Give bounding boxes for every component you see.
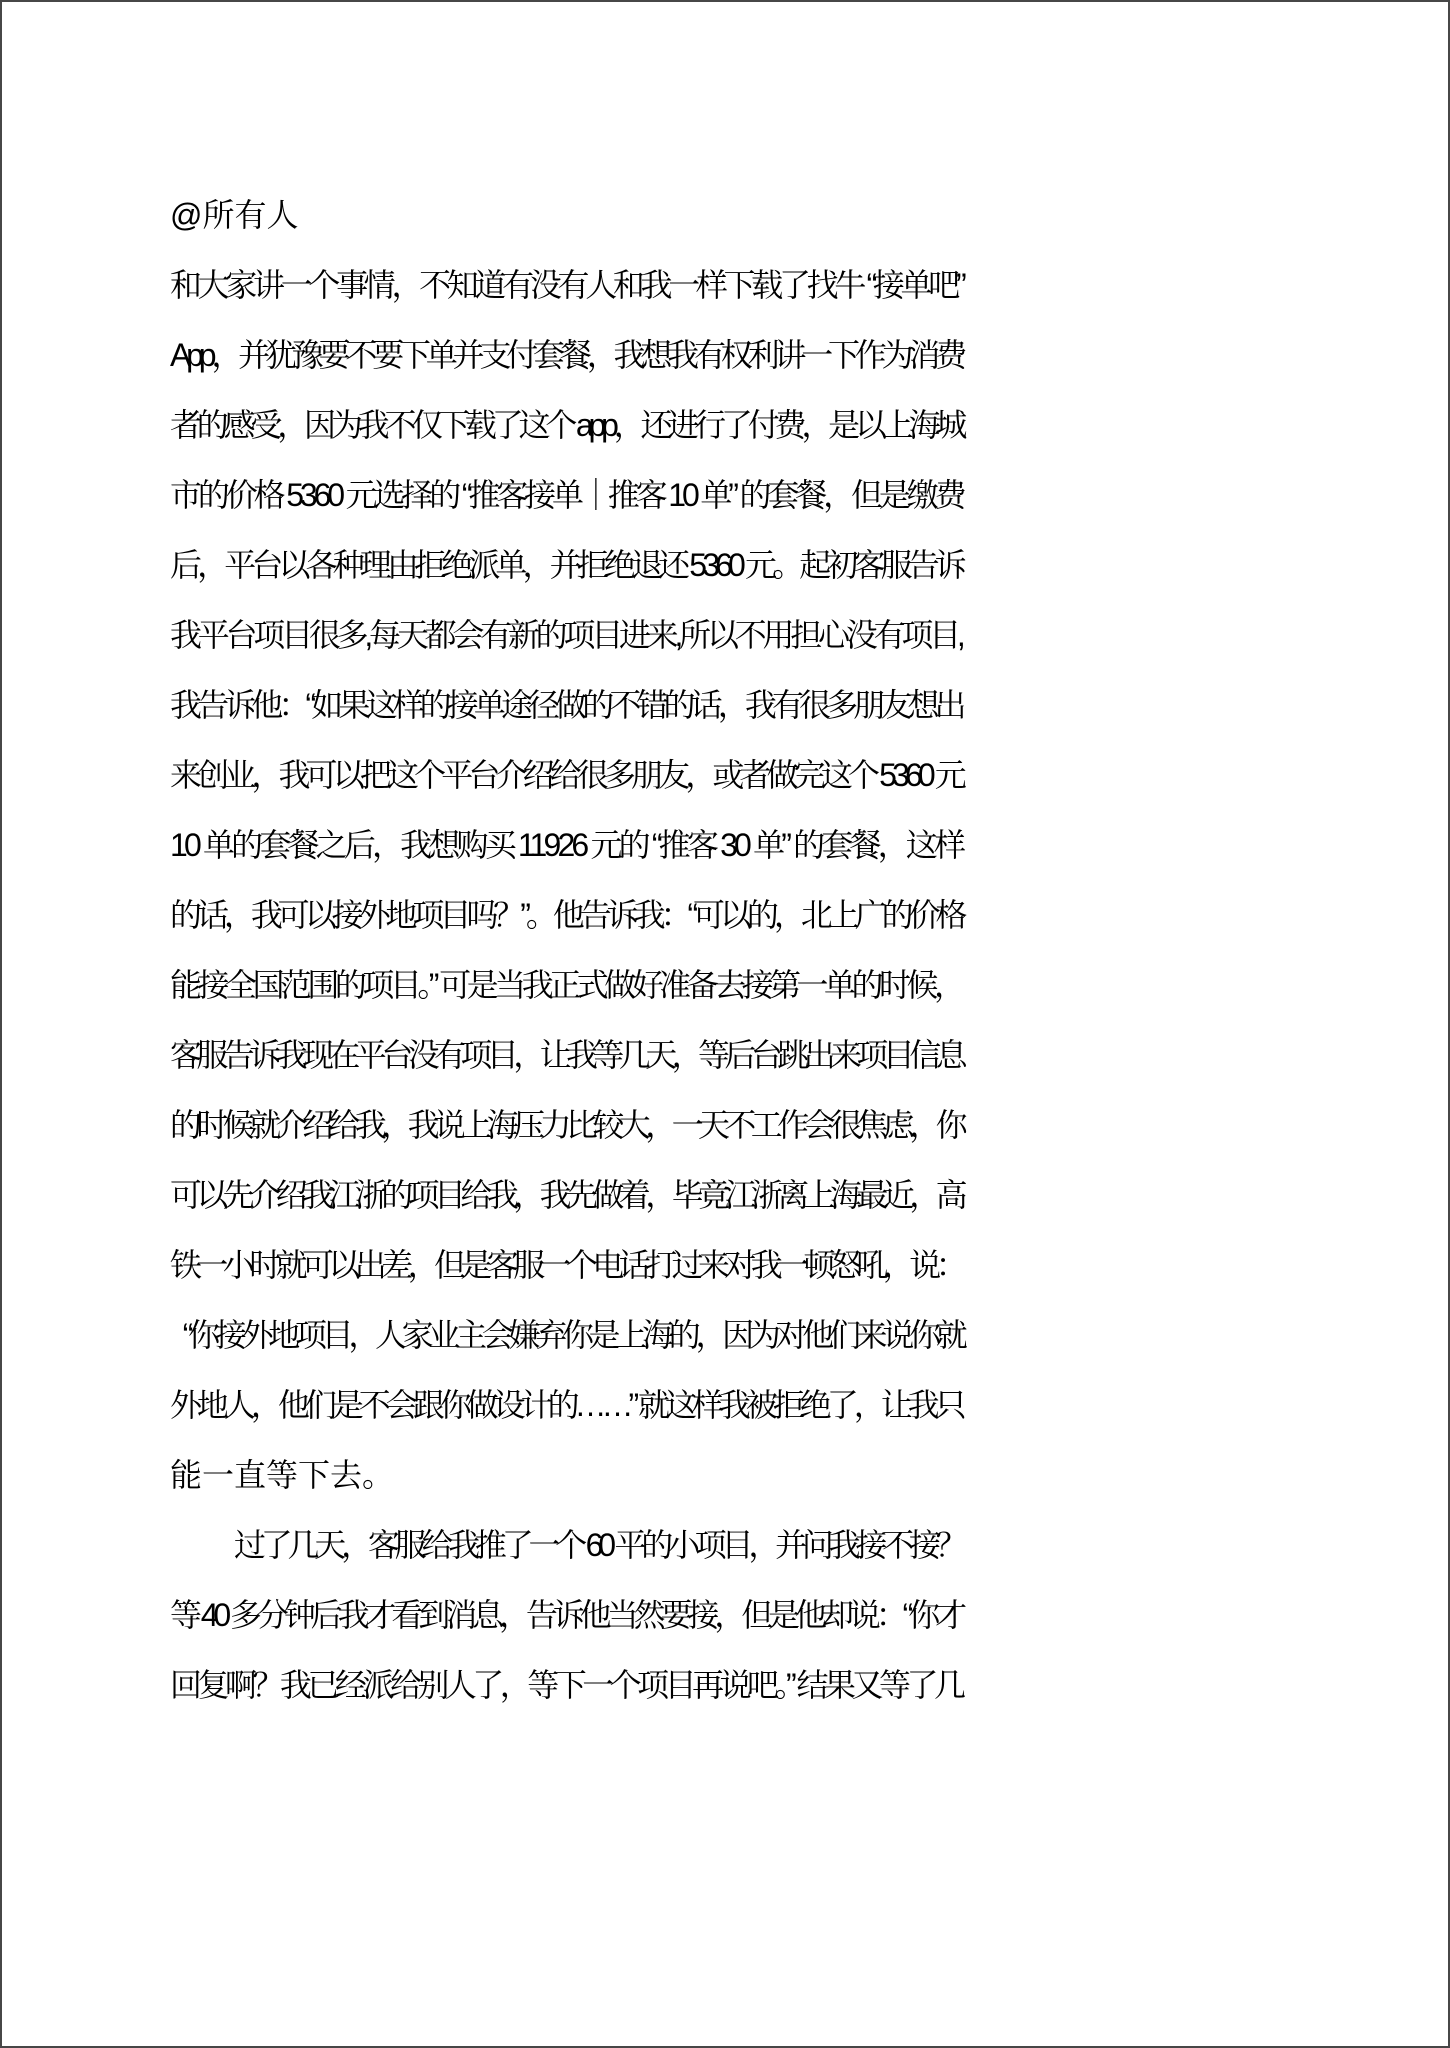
text-line: 的话，我可以接外地项目吗？”。他告诉我：“可以的，北上广的价格 — [170, 897, 963, 933]
text-line: 者的感受，因为我不仅下载了这个 app，还进行了付费，是以上海城 — [170, 407, 963, 443]
text-line: @所有人 — [170, 197, 299, 233]
text-line: 能接全国范围的项目。” 可是当我正式做好准备去接第一单的时候， — [170, 967, 962, 1003]
text-line: 我平台项目很多,每天都会有新的项目进来,所以不用担心没有项目, — [170, 617, 962, 653]
text-line: 外地人，他们是不会跟你做设计的……” 就这样我被拒绝了，让我只 — [170, 1387, 962, 1423]
text-line: “你接外地项目，人家业主会嫌弃你是上海的，因为对他们来说你就 — [182, 1317, 963, 1353]
text-line: 和大家讲一个事情，不知道有没有人和我一样下载了找牛 “接单吧” — [170, 267, 963, 303]
text-line: 市的价格 5360 元选择的 “推客接单｜推客 10 单” 的套餐，但是缴费 — [170, 477, 963, 513]
text-line: 10 单的套餐之后，我想购买 11926 元的 “推客 30 单” 的套餐，这样 — [170, 827, 963, 863]
text-line: 我告诉他：“如果这样的接单途径做的不错的话，我有很多朋友想出 — [170, 687, 962, 723]
text-line: 能一直等下去。 — [170, 1457, 395, 1493]
text-body — [170, 180, 962, 1720]
text-line: 铁一小时就可以出差，但是客服一个电话打过来对我一顿怒吼，说： — [170, 1247, 963, 1283]
text-line: 后，平台以各种理由拒绝派单，并拒绝退还 5360 元。起初客服告诉 — [170, 547, 962, 583]
text-line: 来创业，我可以把这个平台介绍给很多朋友，或者做完这个 5360 元 — [170, 757, 962, 793]
text-line: 的时候就介绍给我，我说上海压力比较大，一天不工作会很焦虑，你 — [170, 1107, 963, 1143]
text-line: 过了几天，客服给我推了一个 60 平的小项目，并问我接不接？ — [234, 1527, 963, 1563]
text-line: 等 40 多分钟后我才看到消息，告诉他当然要接，但是他却说：“你才 — [170, 1597, 963, 1633]
text-line: App，并犹豫要不要下单并支付套餐，我想我有权利讲一下作为消费 — [170, 337, 963, 373]
text-line: 回复啊？我已经派给别人了，等下一个项目再说吧。” 结果又等了几 — [170, 1667, 962, 1703]
text-line: 可以先介绍我江浙的项目给我，我先做着，毕竟江浙离上海最近，高 — [170, 1177, 963, 1213]
text-line: 客服告诉我现在平台没有项目，让我等几天，等后台跳出来项目信息 — [170, 1037, 963, 1073]
